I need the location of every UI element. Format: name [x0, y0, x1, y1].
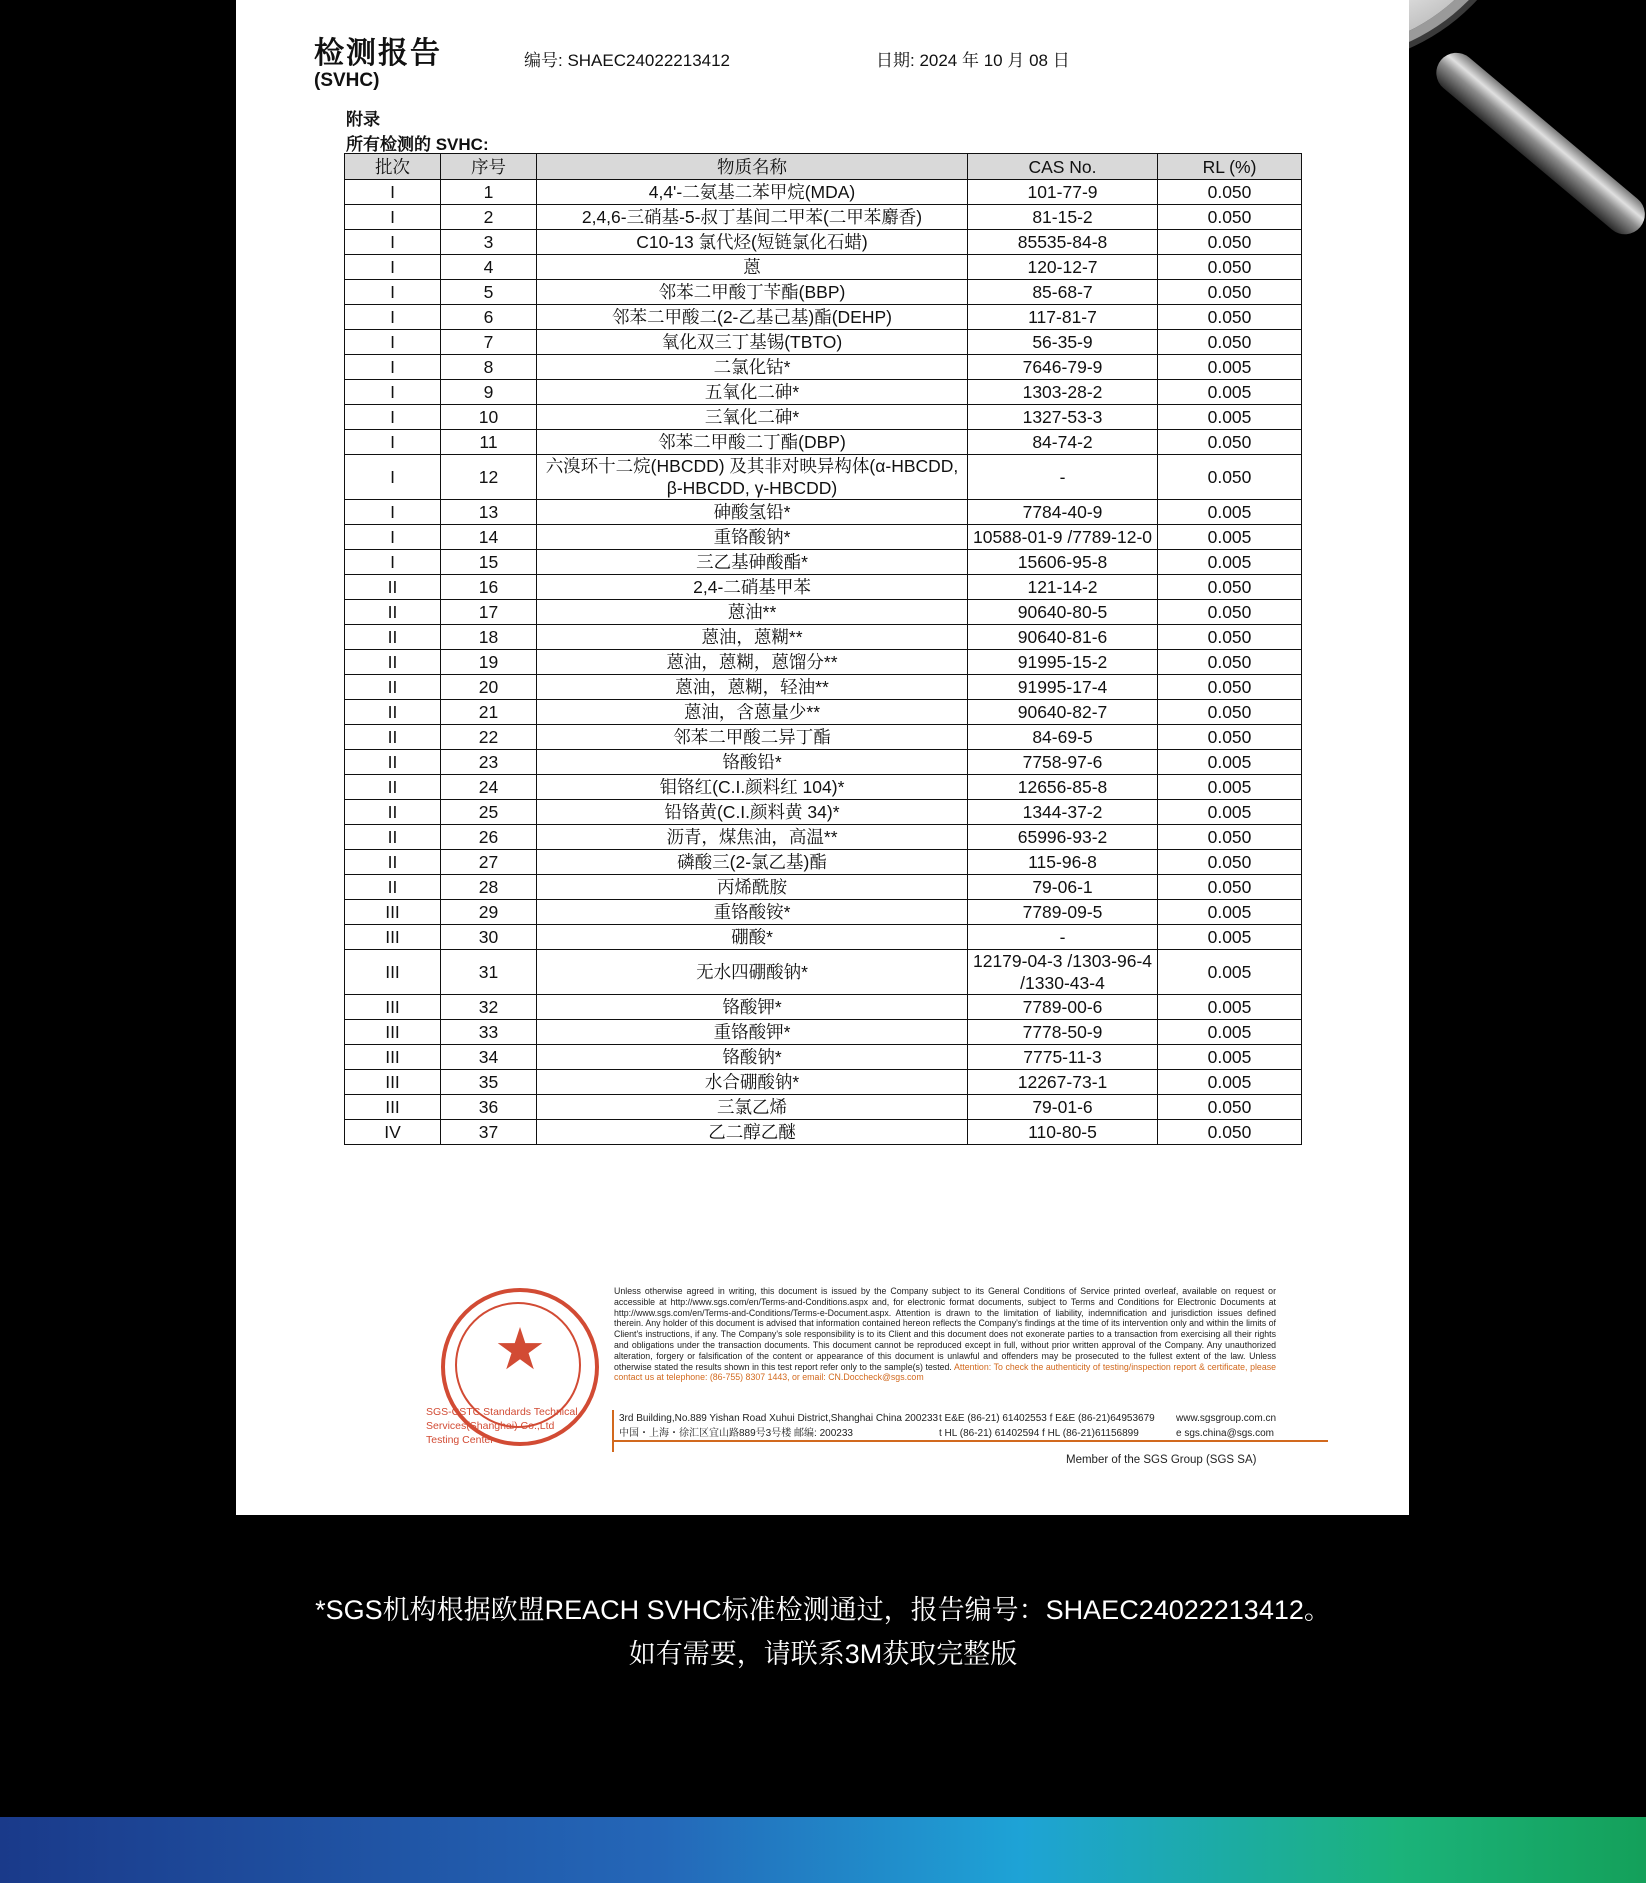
cell-rl: 0.050: [1158, 330, 1302, 355]
cell-index: 29: [441, 900, 537, 925]
table-body: [345, 180, 1302, 1145]
cell-batch: I: [345, 305, 441, 330]
table-row: [345, 1120, 1302, 1145]
cell-cas: 91995-15-2: [968, 650, 1158, 675]
terms-text: Unless otherwise agreed in writing, this document is issued by the Company subject to its General Conditions of Service printed overleaf, available on request or accessible at http://www.sgs.com/en/Terms-and-Conditions.aspx and, for electronic format documents, subject to Terms and Conditions for Electronic Documents at http://www.sgs.com/en/Terms-and-Conditions/Terms-e-Document.aspx. Attention is drawn to the limitation of liability, indemnification and jurisdiction issues defined therein. Any holder of this document is advised that information contained hereon reflects the Company's findings at the time of its intervention only and within the limits of Client's instructions, if any. The Company's sole responsibility is to its Client and this document does not exonerate parties to a transaction from exercising all their rights and obligations under the transaction documents. This document cannot be reproduced except in full, without prior written approval of the Company. Any unauthorized alteration, forgery or falsification of the content or appearance of this document is unlawful and offenders may be prosecuted to the fullest extent of the law. Unless otherwise stated the results shown in this test report refer only to the sample(s) tested.: [614, 1286, 1276, 1372]
table-row: [345, 525, 1302, 550]
cell-index: 16: [441, 575, 537, 600]
cell-cas: 101-77-9: [968, 180, 1158, 205]
caption-line-1: *SGS机构根据欧盟REACH SVHC标准检测通过，报告编号：SHAEC24022213412。: [315, 1595, 1331, 1625]
cell-batch: I: [345, 230, 441, 255]
cell-cas: 85535-84-8: [968, 230, 1158, 255]
table-row: [345, 825, 1302, 850]
cell-batch: III: [345, 1095, 441, 1120]
cell-index: 21: [441, 700, 537, 725]
cell-index: 18: [441, 625, 537, 650]
table-row: [345, 775, 1302, 800]
cell-substance: 铬酸钠*: [537, 1045, 968, 1070]
cell-substance: 乙二醇乙醚: [537, 1120, 968, 1145]
cell-cas: 85-68-7: [968, 280, 1158, 305]
cell-rl: 0.050: [1158, 305, 1302, 330]
cell-index: 23: [441, 750, 537, 775]
cell-batch: I: [345, 205, 441, 230]
cell-cas: 81-15-2: [968, 205, 1158, 230]
cell-substance: 重铬酸钠*: [537, 525, 968, 550]
cell-rl: 0.050: [1158, 205, 1302, 230]
cell-rl: 0.050: [1158, 1120, 1302, 1145]
cell-index: 32: [441, 995, 537, 1020]
cell-batch: II: [345, 725, 441, 750]
cell-batch: II: [345, 600, 441, 625]
header-batch: 批次: [345, 154, 441, 180]
cell-rl: 0.005: [1158, 355, 1302, 380]
table-row: [345, 625, 1302, 650]
cell-cas: 84-69-5: [968, 725, 1158, 750]
table-row: [345, 950, 1302, 995]
cell-rl: 0.050: [1158, 675, 1302, 700]
cell-substance: 五氧化二砷*: [537, 380, 968, 405]
cell-rl: 0.005: [1158, 1070, 1302, 1095]
cell-cas: 10588-01-9 /7789-12-0: [968, 525, 1158, 550]
star-icon: ★: [494, 1317, 546, 1382]
table-row: [345, 1095, 1302, 1120]
cell-index: 12: [441, 455, 537, 500]
cell-cas: 120-12-7: [968, 255, 1158, 280]
cell-index: 27: [441, 850, 537, 875]
cell-batch: II: [345, 775, 441, 800]
cell-rl: 0.050: [1158, 430, 1302, 455]
cell-index: 8: [441, 355, 537, 380]
seal-caption-line1: SGS-CSTC Standards Technical Services(Shanghai) Co.,Ltd: [426, 1406, 578, 1432]
cell-substance: 硼酸*: [537, 925, 968, 950]
cell-substance: 三乙基砷酸酯*: [537, 550, 968, 575]
cell-substance: 砷酸氢铅*: [537, 500, 968, 525]
table-row: [345, 700, 1302, 725]
cell-batch: I: [345, 500, 441, 525]
cell-cas: 79-01-6: [968, 1095, 1158, 1120]
cell-rl: 0.050: [1158, 700, 1302, 725]
cell-cas: 90640-81-6: [968, 625, 1158, 650]
cell-batch: III: [345, 900, 441, 925]
cell-substance: 钼铬红(C.I.颜料红 104)*: [537, 775, 968, 800]
cell-batch: I: [345, 455, 441, 500]
cell-index: 20: [441, 675, 537, 700]
cell-cas: 7789-09-5: [968, 900, 1158, 925]
table-row: [345, 305, 1302, 330]
cell-rl: 0.050: [1158, 650, 1302, 675]
cell-substance: 铅铬黄(C.I.颜料黄 34)*: [537, 800, 968, 825]
table-row: [345, 550, 1302, 575]
cell-substance: 蒽油，蒽糊**: [537, 625, 968, 650]
cell-index: 15: [441, 550, 537, 575]
cell-index: 24: [441, 775, 537, 800]
cell-substance: 三氯乙烯: [537, 1095, 968, 1120]
cell-rl: 0.050: [1158, 850, 1302, 875]
cell-substance: 丙烯酰胺: [537, 875, 968, 900]
cell-index: 22: [441, 725, 537, 750]
cell-rl: 0.005: [1158, 950, 1302, 995]
cell-cas: 7789-00-6: [968, 995, 1158, 1020]
cell-cas: -: [968, 455, 1158, 500]
cell-index: 7: [441, 330, 537, 355]
cell-batch: III: [345, 1045, 441, 1070]
cell-rl: 0.050: [1158, 180, 1302, 205]
table-row: [345, 255, 1302, 280]
table-row: [345, 1020, 1302, 1045]
cell-rl: 0.050: [1158, 625, 1302, 650]
cell-cas: 12656-85-8: [968, 775, 1158, 800]
cell-substance: 蒽油**: [537, 600, 968, 625]
address-english: 3rd Building,No.889 Yishan Road Xuhui District,Shanghai China 200233: [619, 1413, 939, 1424]
cell-rl: 0.005: [1158, 380, 1302, 405]
cell-index: 3: [441, 230, 537, 255]
table-row: [345, 230, 1302, 255]
cell-substance: 2,4,6-三硝基-5-叔丁基间二甲苯(二甲苯麝香): [537, 205, 968, 230]
cell-cas: -: [968, 925, 1158, 950]
cell-batch: II: [345, 650, 441, 675]
appendix-heading: 附录: [346, 110, 380, 129]
cell-batch: I: [345, 330, 441, 355]
cell-rl: 0.005: [1158, 750, 1302, 775]
cell-batch: I: [345, 550, 441, 575]
table-header-row: [345, 154, 1302, 180]
report-title: 检测报告: [314, 37, 442, 70]
cell-rl: 0.005: [1158, 1020, 1302, 1045]
authenticity-notice: Attention: To check the authenticity of testing/inspection report & certificate, please contact us at telephone: (86-755) 8307 1443, or email: CN.Doccheck@sgs.com: [614, 1361, 1277, 1383]
cell-rl: 0.005: [1158, 800, 1302, 825]
table-row: [345, 1070, 1302, 1095]
cell-rl: 0.005: [1158, 1045, 1302, 1070]
cell-cas: 15606-95-8: [968, 550, 1158, 575]
cell-batch: II: [345, 850, 441, 875]
table-row: [345, 750, 1302, 775]
cell-batch: IV: [345, 1120, 441, 1145]
cell-cas: 110-80-5: [968, 1120, 1158, 1145]
cell-index: 13: [441, 500, 537, 525]
cell-rl: 0.050: [1158, 575, 1302, 600]
contact-email: e sgs.china@sgs.com: [1176, 1428, 1274, 1439]
cell-batch: III: [345, 1020, 441, 1045]
table-row: [345, 180, 1302, 205]
cell-index: 26: [441, 825, 537, 850]
cell-index: 19: [441, 650, 537, 675]
cell-index: 35: [441, 1070, 537, 1095]
cell-index: 10: [441, 405, 537, 430]
cell-rl: 0.050: [1158, 825, 1302, 850]
cell-substance: 磷酸三(2-氯乙基)酯: [537, 850, 968, 875]
cell-substance: 蒽油，蒽糊，蒽馏分**: [537, 650, 968, 675]
phone-line-1: t E&E (86-21) 61402553 f E&E (86-21)64953679: [939, 1413, 1155, 1424]
cell-substance: 铬酸铅*: [537, 750, 968, 775]
website: www.sgsgroup.com.cn: [1176, 1413, 1277, 1424]
cell-batch: II: [345, 750, 441, 775]
cell-substance: 无水四硼酸钠*: [537, 950, 968, 995]
cell-substance: 水合硼酸钠*: [537, 1070, 968, 1095]
header-index: 序号: [441, 154, 537, 180]
cell-substance: 蒽油，蒽糊，轻油**: [537, 675, 968, 700]
cell-cas: 7778-50-9: [968, 1020, 1158, 1045]
cell-cas: 1344-37-2: [968, 800, 1158, 825]
cell-index: 36: [441, 1095, 537, 1120]
cell-substance: 蒽: [537, 255, 968, 280]
cell-substance: 沥青，煤焦油，高温**: [537, 825, 968, 850]
cell-substance: 氧化双三丁基锡(TBTO): [537, 330, 968, 355]
cell-index: 1: [441, 180, 537, 205]
table-row: [345, 900, 1302, 925]
terms-paragraph: [614, 1286, 1276, 1383]
caption-line-2: 如有需要，请联系3M获取完整版: [628, 1639, 1018, 1669]
appendix-subheading: 所有检测的 SVHC:: [346, 135, 489, 154]
report-subtitle: (SVHC): [314, 70, 380, 91]
cell-batch: I: [345, 255, 441, 280]
cell-rl: 0.050: [1158, 230, 1302, 255]
cell-batch: III: [345, 925, 441, 950]
header-rl: RL (%): [1158, 154, 1302, 180]
cell-batch: I: [345, 355, 441, 380]
cell-substance: 三氧化二砷*: [537, 405, 968, 430]
cell-batch: I: [345, 380, 441, 405]
cell-rl: 0.050: [1158, 455, 1302, 500]
magnifier-handle: [1428, 45, 1646, 240]
cell-substance: 4,4'-二氨基二苯甲烷(MDA): [537, 180, 968, 205]
cell-batch: II: [345, 875, 441, 900]
cell-cas: 7784-40-9: [968, 500, 1158, 525]
cell-batch: II: [345, 625, 441, 650]
cell-index: 14: [441, 525, 537, 550]
cell-cas: 1303-28-2: [968, 380, 1158, 405]
address-chinese: 中国・上海・徐汇区宜山路889号3号楼 邮编: 200233: [619, 1428, 853, 1439]
cell-cas: 1327-53-3: [968, 405, 1158, 430]
report-date: 日期: 2024 年 10 月 08 日: [876, 51, 1070, 70]
cell-rl: 0.050: [1158, 725, 1302, 750]
table-row: [345, 600, 1302, 625]
table-row: [345, 330, 1302, 355]
cell-cas: 7646-79-9: [968, 355, 1158, 380]
cell-substance: 重铬酸钾*: [537, 1020, 968, 1045]
table-row: [345, 430, 1302, 455]
cell-batch: II: [345, 675, 441, 700]
cell-cas: 121-14-2: [968, 575, 1158, 600]
cell-substance: 铬酸钾*: [537, 995, 968, 1020]
table-row: [345, 875, 1302, 900]
cell-substance: 蒽油，含蒽量少**: [537, 700, 968, 725]
table-row: [345, 575, 1302, 600]
cell-rl: 0.005: [1158, 525, 1302, 550]
cell-cas: 65996-93-2: [968, 825, 1158, 850]
cell-index: 9: [441, 380, 537, 405]
cell-substance: 邻苯二甲酸二异丁酯: [537, 725, 968, 750]
cell-index: 4: [441, 255, 537, 280]
seal-caption-line2: Testing Center: [426, 1434, 494, 1446]
table-row: [345, 995, 1302, 1020]
table-row: [345, 280, 1302, 305]
header-substance: 物质名称: [537, 154, 968, 180]
cell-rl: 0.005: [1158, 550, 1302, 575]
table-row: [345, 650, 1302, 675]
cell-substance: 2,4-二硝基甲苯: [537, 575, 968, 600]
cell-rl: 0.005: [1158, 500, 1302, 525]
table-row: [345, 725, 1302, 750]
cell-batch: II: [345, 700, 441, 725]
cell-rl: 0.005: [1158, 900, 1302, 925]
cell-index: 31: [441, 950, 537, 995]
address-divider: [612, 1440, 1328, 1442]
table-row: [345, 1045, 1302, 1070]
report-number: 编号: SHAEC24022213412: [524, 51, 731, 70]
cell-index: 33: [441, 1020, 537, 1045]
cell-batch: I: [345, 525, 441, 550]
table-row: [345, 800, 1302, 825]
cell-index: 5: [441, 280, 537, 305]
cell-index: 2: [441, 205, 537, 230]
svhc-table: [344, 153, 1302, 1145]
cell-cas: 117-81-7: [968, 305, 1158, 330]
table-row: [345, 925, 1302, 950]
table-row: [345, 850, 1302, 875]
cell-batch: I: [345, 405, 441, 430]
cell-substance: 邻苯二甲酸丁苄酯(BBP): [537, 280, 968, 305]
cell-index: 37: [441, 1120, 537, 1145]
table-row: [345, 380, 1302, 405]
cell-batch: I: [345, 180, 441, 205]
cell-cas: 12179-04-3 /1303-96-4 /1330-43-4: [968, 950, 1158, 995]
cell-rl: 0.050: [1158, 255, 1302, 280]
cell-rl: 0.050: [1158, 600, 1302, 625]
cell-rl: 0.050: [1158, 875, 1302, 900]
cell-substance: C10-13 氯代烃(短链氯化石蜡): [537, 230, 968, 255]
cell-substance: 重铬酸铵*: [537, 900, 968, 925]
cell-rl: 0.005: [1158, 405, 1302, 430]
cell-rl: 0.005: [1158, 995, 1302, 1020]
cell-index: 34: [441, 1045, 537, 1070]
cell-cas: 91995-17-4: [968, 675, 1158, 700]
table-row: [345, 405, 1302, 430]
cell-rl: 0.005: [1158, 925, 1302, 950]
table-row: [345, 455, 1302, 500]
sgs-member-note: Member of the SGS Group (SGS SA): [1066, 1454, 1257, 1466]
cell-index: 11: [441, 430, 537, 455]
cell-batch: II: [345, 800, 441, 825]
cell-index: 25: [441, 800, 537, 825]
cell-substance: 邻苯二甲酸二丁酯(DBP): [537, 430, 968, 455]
address-divider-vertical: [612, 1410, 614, 1452]
cell-index: 6: [441, 305, 537, 330]
cell-index: 17: [441, 600, 537, 625]
header-cas: CAS No.: [968, 154, 1158, 180]
phone-line-2: t HL (86-21) 61402594 f HL (86-21)61156899: [939, 1428, 1139, 1439]
table-row: [345, 675, 1302, 700]
cell-batch: II: [345, 825, 441, 850]
cell-cas: 79-06-1: [968, 875, 1158, 900]
cell-cas: 7775-11-3: [968, 1045, 1158, 1070]
cell-index: 30: [441, 925, 537, 950]
cell-cas: 90640-80-5: [968, 600, 1158, 625]
cell-rl: 0.050: [1158, 1095, 1302, 1120]
cell-substance: 二氯化钴*: [537, 355, 968, 380]
cell-batch: II: [345, 575, 441, 600]
cell-rl: 0.050: [1158, 280, 1302, 305]
cell-substance: 六溴环十二烷(HBCDD) 及其非对映异构体(α-HBCDD, β-HBCDD, γ-HBCDD): [537, 455, 968, 500]
cell-cas: 90640-82-7: [968, 700, 1158, 725]
cell-batch: I: [345, 430, 441, 455]
cell-batch: III: [345, 950, 441, 995]
cell-cas: 84-74-2: [968, 430, 1158, 455]
cell-substance: 邻苯二甲酸二(2-乙基己基)酯(DEHP): [537, 305, 968, 330]
cell-cas: 115-96-8: [968, 850, 1158, 875]
table-row: [345, 355, 1302, 380]
cell-batch: I: [345, 280, 441, 305]
gradient-footer-bar: [0, 1817, 1646, 1883]
test-report-page: [236, 0, 1409, 1515]
table-row: [345, 205, 1302, 230]
cell-cas: 12267-73-1: [968, 1070, 1158, 1095]
cell-cas: 56-35-9: [968, 330, 1158, 355]
cell-index: 28: [441, 875, 537, 900]
cell-cas: 7758-97-6: [968, 750, 1158, 775]
cell-batch: III: [345, 1070, 441, 1095]
cell-rl: 0.005: [1158, 775, 1302, 800]
cell-batch: III: [345, 995, 441, 1020]
table-row: [345, 500, 1302, 525]
